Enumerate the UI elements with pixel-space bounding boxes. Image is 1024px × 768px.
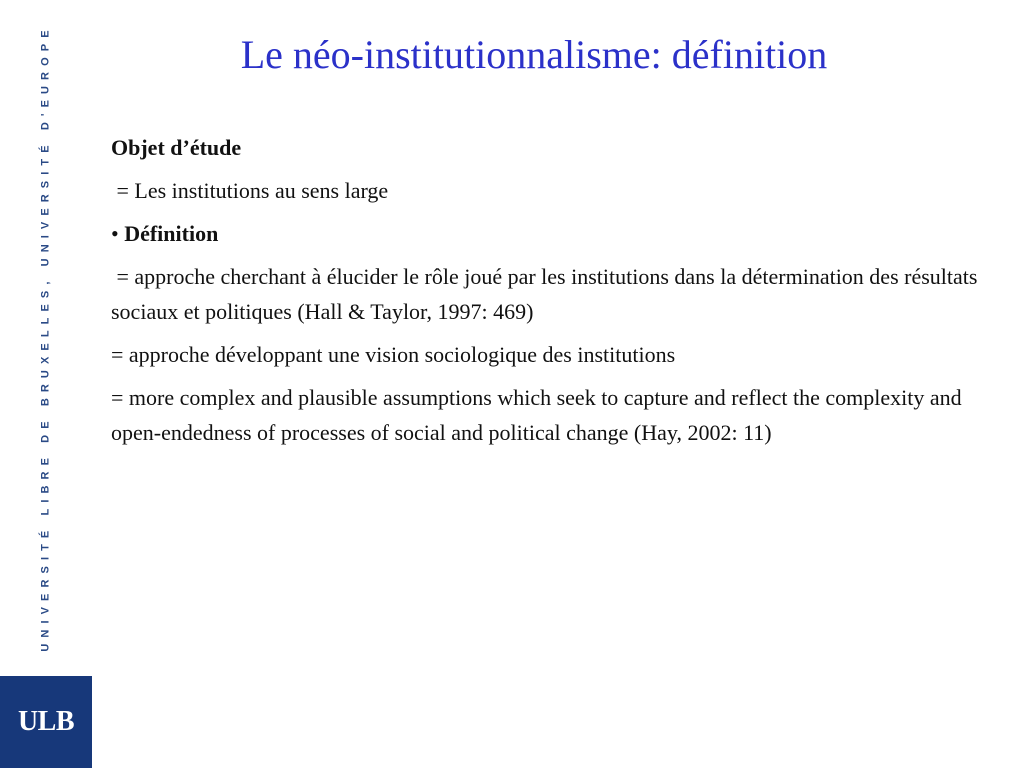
objet-text: = Les institutions au sens large	[111, 178, 389, 203]
ulb-logo	[0, 676, 92, 768]
definition-item-1: = approche cherchant à élucider le rôle joué par les institutions dans la détermination des résultats sociaux et politiques (Hall & Taylor, 1997: 469)	[111, 264, 983, 324]
definition-item-3: = more complex and plausible assumptions which seek to capture and reflect the complexity and open-endedness of processes of social and political change (Hay, 2002: 11)	[111, 385, 962, 445]
definition-heading-line	[111, 216, 1009, 251]
slide-title: Le néo-institutionnalisme: définition	[240, 32, 828, 77]
objet-heading: Objet d’étude	[111, 135, 242, 160]
university-vertical-text	[20, 18, 72, 658]
logo-text: ULB	[17, 706, 75, 737]
slide-body	[111, 130, 1009, 458]
objet-heading-line	[111, 130, 1009, 165]
bullet-icon: •	[111, 221, 119, 246]
definition-item-2: = approche développant une vision sociologique des institutions	[111, 342, 676, 367]
university-name: UNIVERSITÉ LIBRE DE BRUXELLES, UNIVERSITÉ D'EUROPE	[40, 24, 52, 652]
definition-heading: Définition	[124, 221, 219, 246]
